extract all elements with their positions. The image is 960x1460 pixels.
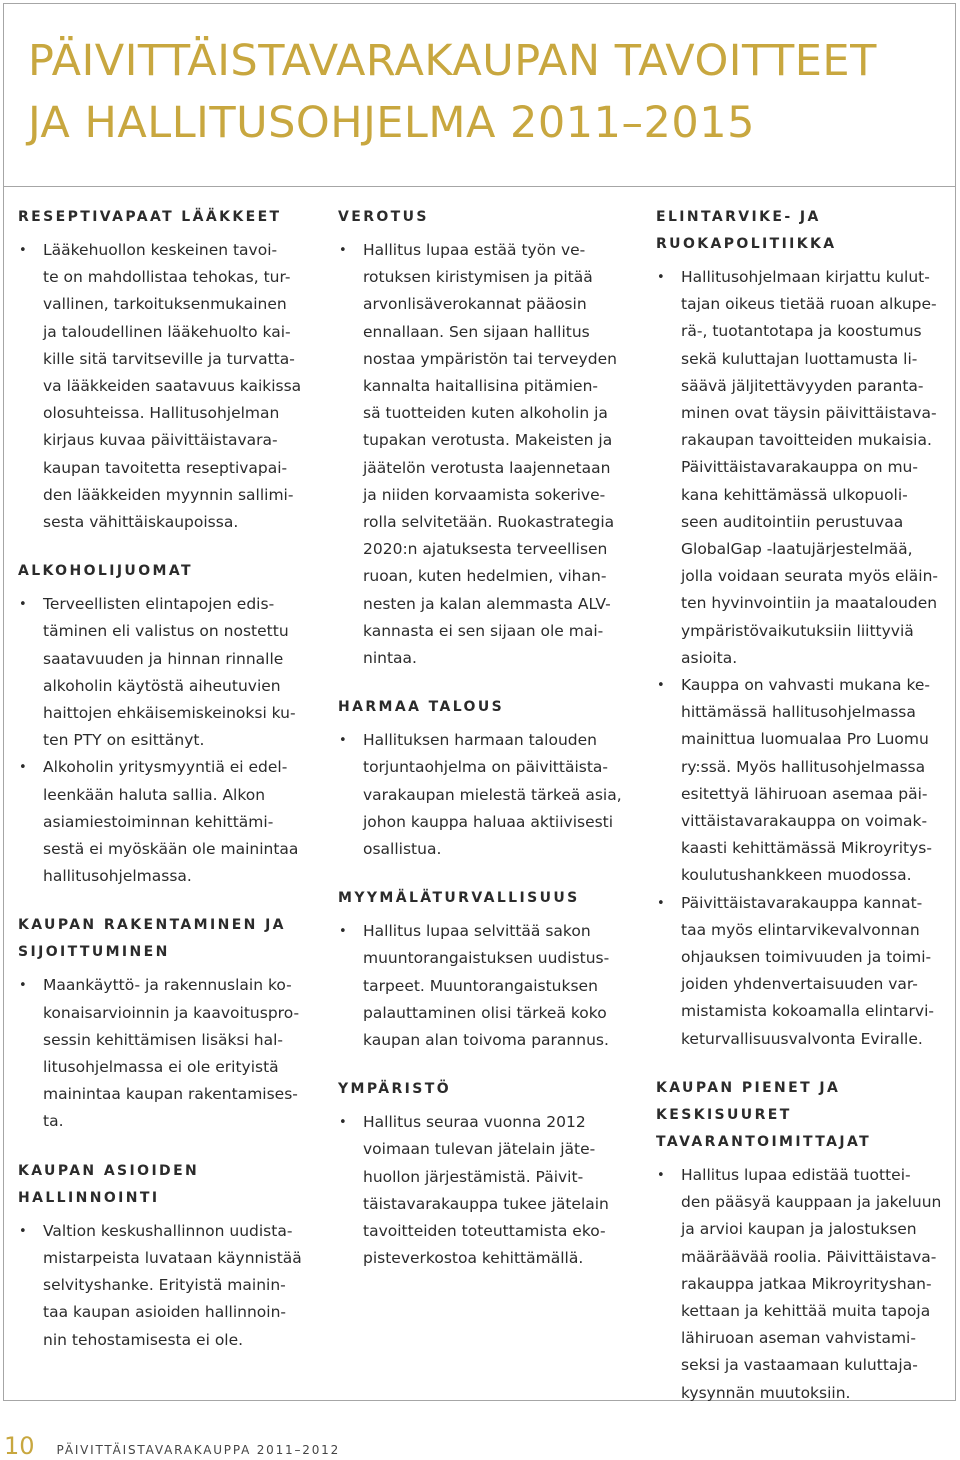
text-line: GlobalGap -laatujärjestelmää, <box>681 540 913 559</box>
text-line: sesta vähittäiskaupoissa. <box>43 513 239 532</box>
text-line: den pääsyä kauppaan ja jakeluun <box>681 1193 942 1212</box>
text-line: keturvallisuusvalvonta Eviralle. <box>681 1029 923 1048</box>
text-line: muuntorangaistuksen uudistus- <box>363 949 610 968</box>
text-line: vallinen, tarkoituksenmukainen <box>43 295 287 314</box>
column-3 <box>656 204 946 1429</box>
bullet-icon: • <box>19 978 27 994</box>
bullet-icon: • <box>339 733 347 749</box>
text-line: kille sitä tarvitseville ja turvatta- <box>43 349 295 368</box>
text-line: rotuksen kiristymisen ja pitää <box>363 268 593 287</box>
text-line: joiden yhdenvertaisuuden var- <box>681 975 918 994</box>
bullet-icon: • <box>19 760 27 776</box>
text-line: huollon järjestämistä. Päivit- <box>363 1167 584 1186</box>
text-line: seen auditointiin perustuvaa <box>681 512 904 531</box>
text-line: tavoitteiden toteuttamista eko- <box>363 1222 606 1241</box>
bullet-icon: • <box>657 1167 665 1183</box>
text-line: asioita. <box>681 648 738 667</box>
section <box>338 204 628 672</box>
text-line: Alkoholin yritysmyyntiä ei edel- <box>43 758 288 777</box>
list-item <box>656 672 946 890</box>
bullet-list <box>18 591 314 890</box>
list-item <box>338 1109 628 1272</box>
text-line: selvityshanke. Erityistä mainin- <box>43 1276 286 1295</box>
text-line: litusohjelmassa ei ole erityistä <box>43 1058 279 1077</box>
column-1 <box>18 204 314 1376</box>
text-line: Päivittäistavarakauppa on mu- <box>681 458 918 477</box>
text-line: Lääkehuollon keskeinen tavoi- <box>43 241 278 259</box>
text-line: kaasti kehittämässä Mikroyritys- <box>681 839 932 858</box>
text-line: vittäistavarakauppa on voimak- <box>681 812 928 831</box>
bullet-list <box>656 264 946 1053</box>
bullet-icon: • <box>19 243 27 258</box>
section <box>338 885 628 1054</box>
text-line: määräävää roolia. Päivittäistava- <box>681 1247 937 1266</box>
section-heading <box>18 558 314 585</box>
bullet-icon: • <box>339 924 347 940</box>
text-line: kirjaus kuvaa päivittäistavara- <box>43 431 278 450</box>
text-line: voimaan tulevan jätelain jäte- <box>363 1140 596 1159</box>
text-line: kannalta haitallisina pitämien- <box>363 377 598 396</box>
list-item <box>656 264 946 672</box>
section-heading <box>656 1075 946 1156</box>
text-line: minen ovat täysin päivittäistava- <box>681 404 937 423</box>
text-line: 2020:n ajatuksesta terveellisen <box>363 540 608 559</box>
text-line: konaisarvioinnin ja kaavoituspro- <box>43 1003 300 1022</box>
page-number: 10 <box>4 1432 35 1460</box>
publication-name: PÄIVITTÄISTAVARAKAUPPA 2011–2012 <box>56 1443 341 1457</box>
text-line: kettaan ja kehittää muita tapoja <box>681 1301 931 1320</box>
text-line: jolla voidaan seurata myös eläin- <box>681 567 939 586</box>
section <box>338 694 628 863</box>
text-line: ja niiden korvaamista sokerive- <box>363 485 606 504</box>
text-line: Päivittäistavarakauppa kannat- <box>681 893 923 912</box>
text-line: kana kehittämässä ulkopuoli- <box>681 485 908 504</box>
text-line: leenkään haluta sallia. Alkon <box>43 785 266 804</box>
list-item <box>656 890 946 1053</box>
text-line: tarpeet. Muuntorangaistuksen <box>363 976 598 995</box>
text-line: Hallitusohjelmaan kirjattu kulut- <box>681 268 930 286</box>
text-line: Terveellisten elintapojen edis- <box>43 595 275 614</box>
text-line: kysynnän muutoksiin. <box>681 1383 851 1402</box>
text-line: rakauppa jatkaa Mikroyrityshan- <box>681 1274 932 1293</box>
section-heading-line: HALLINNOINTI <box>18 1189 160 1206</box>
bullet-icon: • <box>657 895 665 911</box>
text-line: Hallitus lupaa edistää tuottei- <box>681 1165 911 1184</box>
section-heading-line: KAUPAN RAKENTAMINEN JA <box>18 917 286 934</box>
text-line: esitettyä lähiruoan asemaa päi- <box>681 784 928 803</box>
bullet-icon: • <box>19 1223 27 1239</box>
bullet-list <box>18 972 314 1135</box>
text-line: Valtion keskushallinnon uudista- <box>43 1221 293 1240</box>
section-heading-line: YMPÄRISTÖ <box>338 1081 452 1098</box>
section-heading-line: SIJOITTUMINEN <box>18 944 170 961</box>
text-line: varakaupan mielestä tärkeä asia, <box>363 785 622 804</box>
section-heading-line: TAVARANTOIMITTAJAT <box>656 1133 872 1150</box>
column-2 <box>338 204 628 1295</box>
text-line: mistarpeista luvataan käynnistää <box>43 1248 302 1267</box>
bullet-list <box>656 1162 946 1407</box>
text-line: taa kaupan asioiden hallinnoin- <box>43 1303 287 1322</box>
text-line: nostaa ympäristön tai terveyden <box>363 349 617 368</box>
text-line: asiamiestoiminnan kehittämi- <box>43 812 274 831</box>
text-line: Hallitus lupaa selvittää sakon <box>363 922 591 941</box>
text-line: ten PTY on esittänyt. <box>43 731 205 750</box>
text-line: rä-, tuotantotapa ja koostumus <box>681 322 922 341</box>
text-line: säävä jäljitettävyyden paranta- <box>681 376 924 395</box>
text-line: va lääkkeiden saatavuus kaikissa <box>43 377 302 396</box>
text-line: koulutushankkeen muodossa. <box>681 866 912 885</box>
text-line: tupakan verotusta. Makeisten ja <box>363 431 613 450</box>
section-heading <box>338 885 628 912</box>
text-line: ten hyvinvointiin ja maatalouden <box>681 594 938 613</box>
text-line: haittojen ehkäisemiskeinoksi ku- <box>43 704 296 723</box>
text-line: nesten ja kalan alemmasta ALV- <box>363 594 611 613</box>
list-item <box>338 237 628 672</box>
text-line: ympäristövaikutuksiin liittyviä <box>681 621 914 640</box>
section <box>656 204 946 1053</box>
text-line: Hallituksen harmaan talouden <box>363 731 597 750</box>
text-line: sekä kuluttajan luottamusta li- <box>681 349 918 368</box>
section-heading <box>18 1158 314 1212</box>
text-line: hallitusohjelmassa. <box>43 867 192 886</box>
list-item <box>18 754 314 890</box>
section-heading <box>338 1076 628 1103</box>
title-line-2: JA HALLITUSOHJELMA 2011–2015 <box>28 98 755 148</box>
bullet-icon: • <box>339 243 347 258</box>
bullet-list <box>18 237 314 536</box>
text-line: ruoan, kuten hedelmien, vihan- <box>363 567 607 586</box>
page-footer <box>4 1432 340 1460</box>
title-area <box>4 4 955 187</box>
bullet-list <box>338 1109 628 1272</box>
text-line: arvonlisäverokannat pääosin <box>363 295 587 314</box>
text-line: kaupan tavoitetta reseptivapai- <box>43 458 288 477</box>
text-line: rolla selvitetään. Ruokastrategia <box>363 513 615 532</box>
text-line: palauttaminen olisi tärkeä koko <box>363 1003 607 1022</box>
text-line: seksi ja vastaamaan kuluttaja- <box>681 1356 918 1375</box>
list-item <box>18 1218 314 1354</box>
text-line: Maankäyttö- ja rakennuslain ko- <box>43 976 292 995</box>
text-line: Hallitus lupaa estää työn ve- <box>363 241 586 259</box>
text-line: lähiruoan aseman vahvistami- <box>681 1329 916 1348</box>
text-line: mainintaa kaupan rakentamises- <box>43 1085 298 1104</box>
section-heading-line: KAUPAN ASIOIDEN <box>18 1162 200 1179</box>
page-title <box>28 30 877 154</box>
bullet-list <box>18 1218 314 1354</box>
text-line: Kauppa on vahvasti mukana ke- <box>681 676 931 695</box>
text-line: ohjauksen toimivuuden ja toimi- <box>681 948 932 967</box>
section-heading <box>656 204 946 258</box>
text-line: kannasta ei sen sijaan ole mai- <box>363 621 604 640</box>
text-line: täistavarakauppa tukee jätelain <box>363 1194 609 1213</box>
text-line: mistamista kokoamalla elintarvi- <box>681 1002 934 1021</box>
text-line: täminen eli valistus on nostettu <box>43 622 289 641</box>
text-line: olosuhteissa. Hallitusohjelman <box>43 404 280 423</box>
text-line: pisteverkostoa kehittämällä. <box>363 1249 584 1268</box>
section <box>18 558 314 890</box>
section-heading <box>338 204 628 231</box>
text-line: sessin kehittämisen lisäksi hal- <box>43 1030 284 1049</box>
section-heading-line: ALKOHOLIJUOMAT <box>18 563 193 580</box>
bullet-icon: • <box>657 678 665 694</box>
text-line: ry:ssä. Myös hallitusohjelmassa <box>681 757 926 776</box>
text-line: nin tehostamisesta ei ole. <box>43 1330 244 1349</box>
section-heading-line: MYYMÄLÄTURVALLISUUS <box>338 890 580 907</box>
bullet-icon: • <box>657 270 665 285</box>
list-item <box>18 237 314 536</box>
text-line: ennallaan. Sen sijaan hallitus <box>363 322 590 341</box>
text-line: torjuntaohjelma on päivittäista- <box>363 758 609 777</box>
text-line: osallistua. <box>363 840 442 859</box>
text-line: te on mahdollistaa tehokas, tur- <box>43 268 291 287</box>
section <box>656 1075 946 1407</box>
text-line: sä tuotteiden kuten alkoholin ja <box>363 404 608 423</box>
section-heading-line: ELINTARVIKE- JA <box>656 209 821 225</box>
section-heading <box>338 694 628 721</box>
bullet-icon: • <box>19 597 27 613</box>
section-heading <box>18 912 314 966</box>
text-line: Hallitus seuraa vuonna 2012 <box>363 1113 586 1132</box>
text-line: mainittua luomualaa Pro Luomu <box>681 730 929 749</box>
text-line: hittämässä hallitusohjelmassa <box>681 703 916 722</box>
text-line: tajan oikeus tietää ruoan alkupe- <box>681 295 937 314</box>
text-line: nintaa. <box>363 649 417 668</box>
text-line: ta. <box>43 1112 64 1131</box>
text-line: saatavuuden ja hinnan rinnalle <box>43 649 284 668</box>
section-heading <box>18 204 314 231</box>
text-line: ja taloudellinen lääkehuolto kai- <box>43 322 291 341</box>
section <box>338 1076 628 1272</box>
title-line-1: PÄIVITTÄISTAVARAKAUPAN TAVOITTEET <box>28 36 877 86</box>
list-item <box>338 918 628 1054</box>
text-line: johon kauppa haluaa aktiivisesti <box>363 812 614 831</box>
text-line: sestä ei myöskään ole mainintaa <box>43 840 299 859</box>
section <box>18 912 314 1135</box>
section-heading-line: HARMAA TALOUS <box>338 699 505 716</box>
text-line: kaupan alan toivoma parannus. <box>363 1031 609 1050</box>
list-item <box>18 591 314 754</box>
bullet-list <box>338 918 628 1054</box>
section-heading-line: VEROTUS <box>338 209 429 225</box>
list-item <box>656 1162 946 1407</box>
text-line: den lääkkeiden myynnin sallimi- <box>43 485 294 504</box>
section-heading-line: RESEPTIVAPAAT LÄÄKKEET <box>18 209 282 225</box>
text-line: jäätelön verotusta laajennetaan <box>363 458 611 477</box>
bullet-list <box>338 727 628 863</box>
text-line: ja arvioi kaupan ja jalostuksen <box>681 1220 917 1239</box>
bullet-list <box>338 237 628 672</box>
bullet-icon: • <box>339 1115 347 1131</box>
section-heading-line: RUOKAPOLITIIKKA <box>656 236 837 252</box>
section <box>18 204 314 536</box>
list-item <box>338 727 628 863</box>
text-line: rakaupan tavoitteiden mukaisia. <box>681 431 932 450</box>
section-heading-line: KAUPAN PIENET JA KESKISUURET <box>656 1079 841 1123</box>
list-item <box>18 972 314 1135</box>
text-line: taa myös elintarvikevalvonnan <box>681 920 920 939</box>
text-line: alkoholin käytöstä aiheutuvien <box>43 676 281 695</box>
section <box>18 1158 314 1354</box>
